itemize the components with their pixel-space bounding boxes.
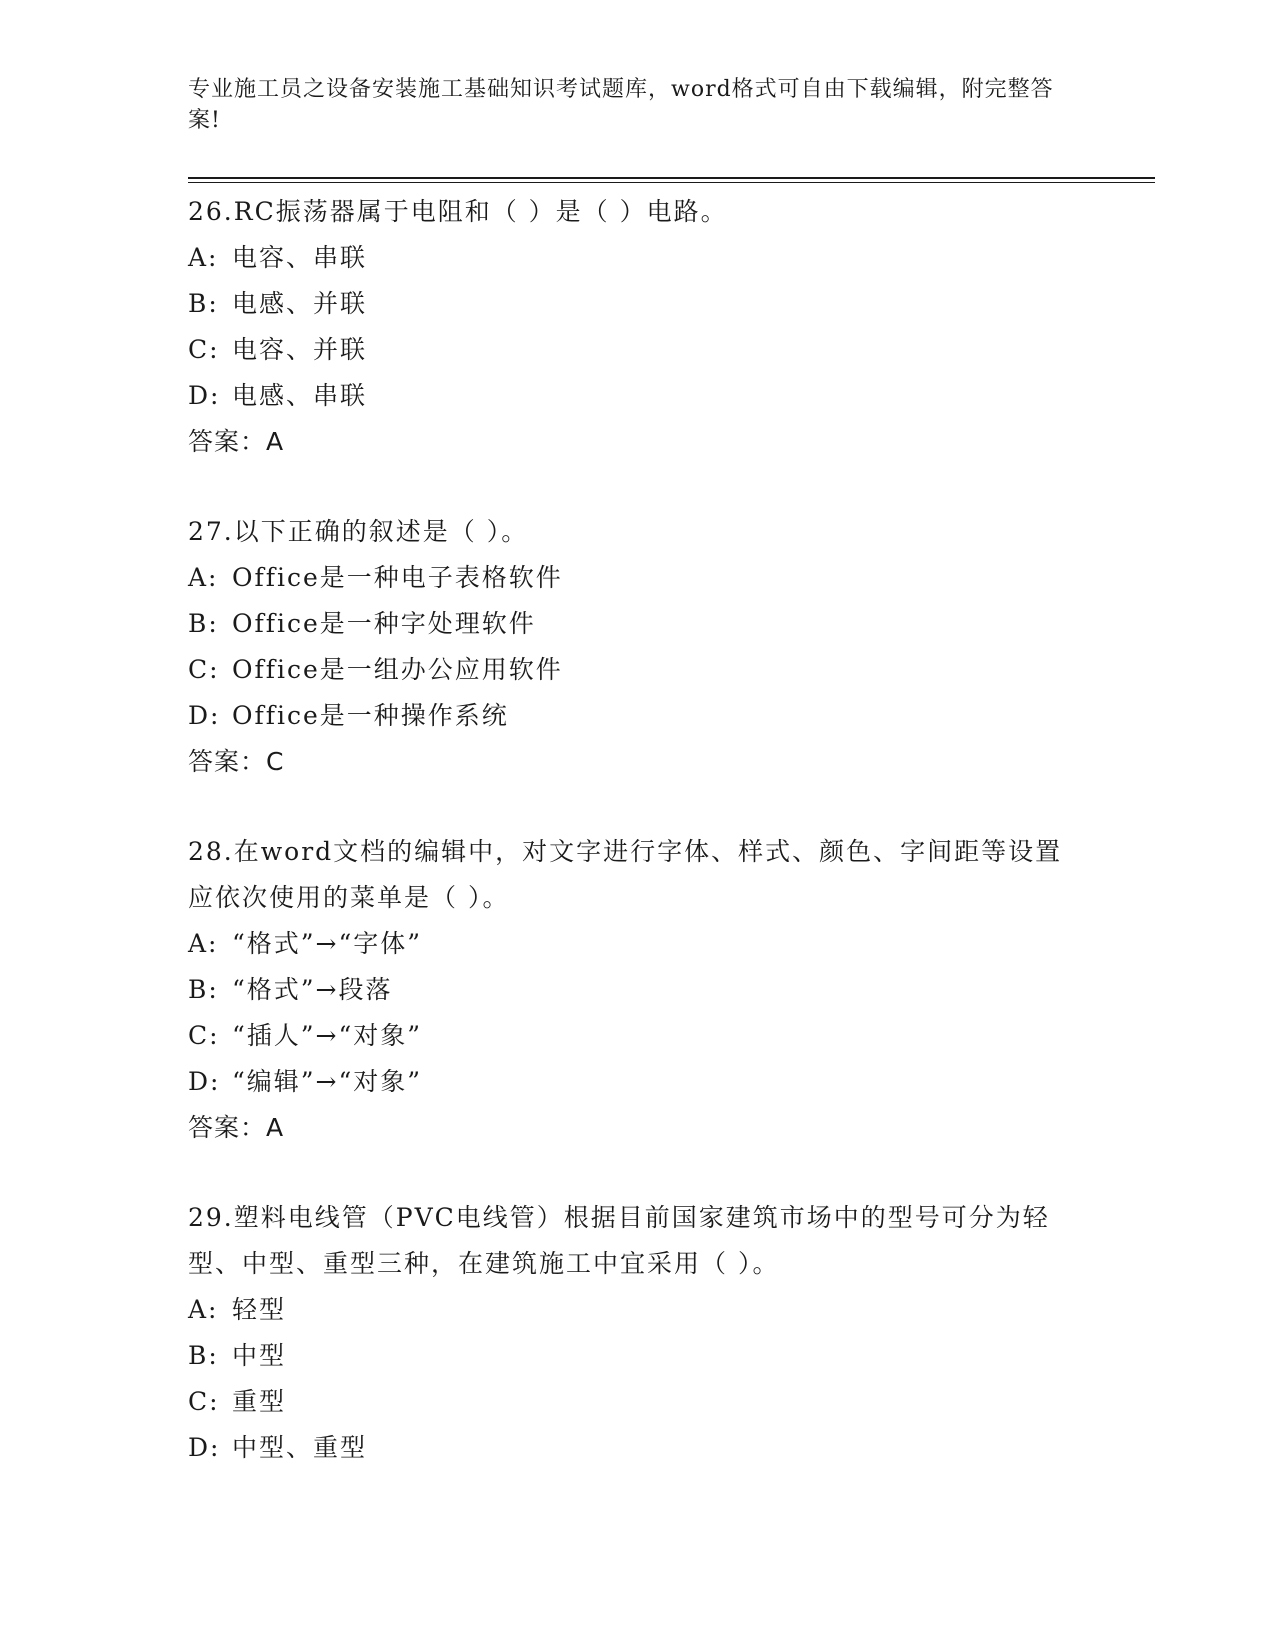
question-29 [188, 1195, 1088, 1471]
option-d [188, 1425, 1088, 1471]
option-b [188, 601, 1088, 647]
answer-line: 答案：A [188, 1113, 285, 1142]
option-text: 电容、串联 [232, 243, 368, 272]
option-text: 电感、并联 [232, 289, 368, 318]
answer-line: 答案：A [188, 427, 285, 456]
option-letter: A: [188, 929, 219, 958]
option-b [188, 1333, 1088, 1379]
question-stem: 28.在word文档的编辑中，对文字进行字体、样式、颜色、字间距等设置应依次使用的菜单是（ ）。 [188, 837, 1063, 912]
option-letter: C: [188, 655, 220, 684]
option-letter: C: [188, 1387, 220, 1416]
option-letter: D: [188, 1433, 221, 1462]
header-divider-thick [188, 177, 1155, 179]
option-c [188, 1379, 1088, 1425]
option-text: 电感、串联 [232, 381, 368, 410]
option-text: Office是一组办公应用软件 [232, 655, 563, 684]
option-c [188, 327, 1088, 373]
option-a [188, 921, 1088, 967]
option-letter: B: [188, 289, 219, 318]
option-letter: B: [188, 609, 219, 638]
option-letter: C: [188, 335, 220, 364]
option-letter: A: [188, 1295, 219, 1324]
option-letter: B: [188, 975, 219, 1004]
option-b [188, 281, 1088, 327]
option-letter: B: [188, 1341, 219, 1370]
option-letter: D: [188, 701, 221, 730]
option-text: “格式”→“字体” [232, 929, 423, 958]
question-stem: 26.RC振荡器属于电阻和（ ）是（ ）电路。 [188, 197, 728, 226]
option-c [188, 1013, 1088, 1059]
option-a [188, 1287, 1088, 1333]
option-text: 中型、重型 [232, 1433, 368, 1462]
option-text: 轻型 [232, 1295, 287, 1324]
option-d [188, 1059, 1088, 1105]
option-d [188, 693, 1088, 739]
header-divider-thin [188, 182, 1155, 183]
option-c [188, 647, 1088, 693]
document-header: 专业施工员之设备安装施工基础知识考试题库，word格式可自由下载编辑，附完整答案! [188, 77, 1054, 133]
option-a [188, 555, 1088, 601]
option-text: 重型 [232, 1387, 287, 1416]
option-text: Office是一种操作系统 [232, 701, 509, 730]
option-text: Office是一种电子表格软件 [232, 563, 563, 592]
question-28 [188, 829, 1088, 1151]
question-26 [188, 189, 1088, 465]
option-text: 电容、并联 [232, 335, 368, 364]
option-d [188, 373, 1088, 419]
option-letter: D: [188, 1067, 221, 1096]
option-letter: A: [188, 563, 219, 592]
option-text: “插人”→“对象” [232, 1021, 423, 1050]
option-text: “格式”→段落 [232, 975, 393, 1004]
answer-line: 答案：C [188, 747, 285, 776]
option-letter: A: [188, 243, 219, 272]
option-b [188, 967, 1088, 1013]
option-letter: D: [188, 381, 221, 410]
option-letter: C: [188, 1021, 220, 1050]
option-a [188, 235, 1088, 281]
question-stem: 29.塑料电线管（PVC电线管）根据目前国家建筑市场中的型号可分为轻型、中型、重型三种，在建筑施工中宜采用（ ）。 [188, 1203, 1050, 1278]
option-text: Office是一种字处理软件 [232, 609, 536, 638]
option-text: “编辑”→“对象” [232, 1067, 423, 1096]
option-text: 中型 [232, 1341, 287, 1370]
question-stem: 27.以下正确的叙述是（ ）。 [188, 517, 529, 546]
question-27 [188, 509, 1088, 785]
